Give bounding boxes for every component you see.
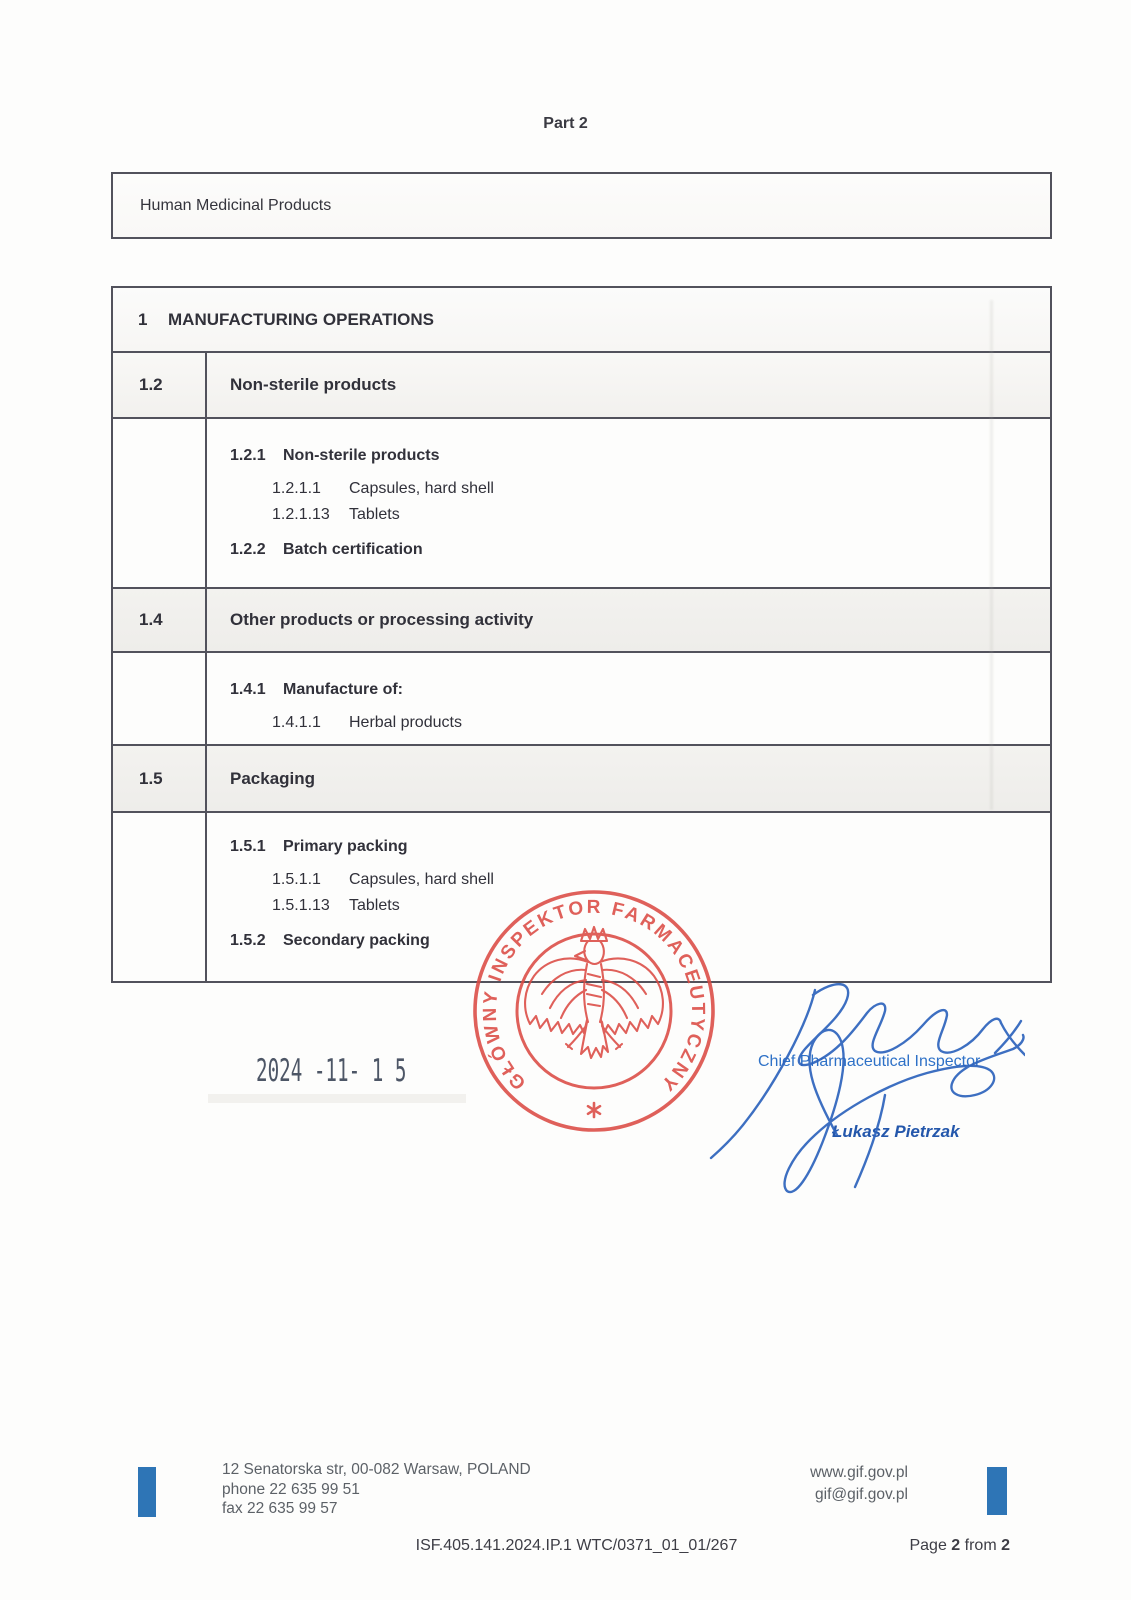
signature-strokes — [711, 984, 1025, 1192]
section-number-cell: 1.2 — [113, 353, 207, 417]
footer-contact-block — [756, 1462, 908, 1506]
page-total: 2 — [1001, 1537, 1010, 1554]
seal-artwork — [475, 892, 713, 1130]
group-number: 1.2.1 — [230, 447, 266, 464]
group-title: Secondary packing — [283, 932, 430, 949]
item-label: Capsules, hard shell — [349, 480, 494, 497]
item-label: Tablets — [349, 897, 400, 914]
table-row-section-1-2 — [113, 353, 1050, 419]
product-category-label: Human Medicinal Products — [140, 196, 332, 214]
manufacturing-operations-table — [111, 286, 1052, 983]
empty-number-cell — [113, 653, 207, 744]
part-title: Part 2 — [543, 115, 588, 132]
table-header-row — [113, 288, 1050, 353]
footer-address-block — [222, 1460, 531, 1519]
date-stamp: 2024 -11- 1 5 — [256, 1053, 407, 1089]
section-title-cell: Non-sterile products — [230, 375, 397, 394]
polish-eagle-icon — [525, 927, 663, 1058]
page-current: 2 — [951, 1537, 961, 1554]
address-line: 12 Senatorska str, 00-082 Warsaw, POLAND — [222, 1461, 531, 1478]
section-title-cell: Other products or processing activity — [230, 610, 534, 629]
section-title-cell: Packaging — [230, 768, 316, 788]
product-category-box — [111, 172, 1052, 239]
email-text: gif@gif.gov.pl — [815, 1486, 908, 1503]
operation-item — [272, 710, 1040, 736]
table-header-number: 1 — [138, 309, 148, 329]
page-word: Page — [909, 1537, 952, 1554]
group-number: 1.5.2 — [230, 932, 266, 949]
group-title: Manufacture of: — [283, 681, 403, 698]
table-row-detail-1-4 — [113, 653, 1050, 746]
item-number: 1.2.1.13 — [272, 506, 330, 523]
scan-artifact — [208, 1094, 466, 1103]
eagle-head — [575, 941, 604, 964]
eagle-wing-right — [600, 958, 663, 1034]
group-number: 1.5.1 — [230, 838, 266, 855]
item-number: 1.5.1.1 — [272, 871, 321, 888]
group-title: Non-sterile products — [283, 447, 440, 464]
eagle-wing-left — [525, 958, 588, 1034]
item-number: 1.5.1.13 — [272, 897, 330, 914]
operation-group — [230, 681, 1040, 736]
operation-item — [272, 476, 1040, 502]
group-title: Batch certification — [283, 541, 423, 558]
eagle-body — [584, 964, 604, 1022]
signatory-title: Chief Pharmaceutical Inspector — [758, 1053, 981, 1070]
handwritten-signature — [695, 965, 1025, 1205]
item-label: Tablets — [349, 506, 400, 523]
operation-item — [272, 502, 1040, 528]
operation-group — [230, 447, 1040, 528]
detail-cell — [207, 653, 1050, 744]
seal-circular-text: GŁÓWNY INSPEKTOR FARMACEUTYCZNY — [479, 896, 709, 1097]
group-number: 1.2.2 — [230, 541, 266, 558]
table-row-detail-1-2 — [113, 419, 1050, 589]
signatory-name: Łukasz Pietrzak — [832, 1122, 960, 1141]
table-row-section-1-5 — [113, 746, 1050, 813]
seal-inner-ring — [517, 934, 671, 1088]
group-number: 1.4.1 — [230, 681, 266, 698]
website-text: www.gif.gov.pl — [810, 1464, 908, 1481]
item-label: Herbal products — [349, 714, 462, 731]
scan-artifact — [990, 300, 993, 810]
item-label: Capsules, hard shell — [349, 871, 494, 888]
section-number-cell: 1.4 — [113, 589, 207, 651]
empty-number-cell — [113, 813, 207, 981]
item-number: 1.4.1.1 — [272, 714, 321, 731]
item-number: 1.2.1.1 — [272, 480, 321, 497]
section-number-cell: 1.5 — [113, 746, 207, 811]
table-header-title: MANUFACTURING OPERATIONS — [168, 309, 435, 329]
footer-accent-bar-right — [987, 1467, 1007, 1515]
eagle-legs — [566, 1026, 622, 1049]
document-reference: ISF.405.141.2024.IP.1 WTC/0371_01_01/267 — [415, 1537, 738, 1554]
seal-star-icon — [588, 1103, 600, 1117]
fax-line: fax 22 635 99 57 — [222, 1500, 338, 1517]
empty-number-cell — [113, 419, 207, 587]
footer-accent-bar-left — [138, 1467, 156, 1517]
detail-cell — [207, 419, 1050, 587]
table-row-section-1-4 — [113, 589, 1050, 653]
official-round-seal — [468, 885, 720, 1137]
group-title: Primary packing — [283, 838, 408, 855]
operation-group — [230, 541, 1040, 559]
page-number — [862, 1537, 1010, 1555]
from-word: from — [960, 1537, 1002, 1554]
phone-line: phone 22 635 99 51 — [222, 1480, 360, 1498]
